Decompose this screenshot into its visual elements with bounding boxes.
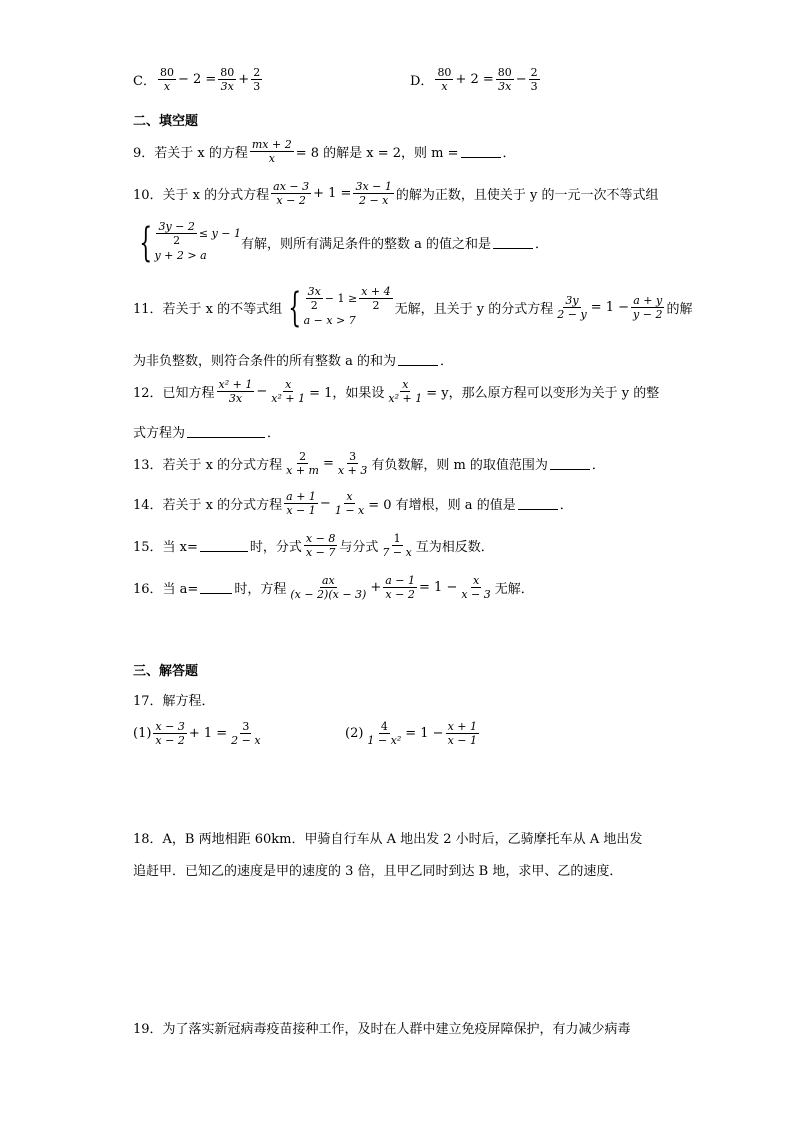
option-c: C． $\frac{80}{x}$ − 2 = $\frac{80}{3x}$ + $\frac{2}{3}$ bbox=[133, 66, 261, 93]
answer-blank bbox=[518, 497, 558, 510]
fraction: $\frac{mx + 2}{x}$ bbox=[251, 138, 292, 165]
question-17: 17．解方程． bbox=[133, 694, 215, 709]
fraction: $\frac{x}{x - 3}$ bbox=[461, 574, 491, 601]
question-11-cont: 为非负整数，则符合条件的所有整数 a 的和为 ． bbox=[133, 354, 454, 369]
answer-blank bbox=[200, 539, 248, 552]
answer-blank bbox=[493, 236, 533, 249]
fraction: $\frac{80}{3x}$ bbox=[497, 66, 512, 93]
option-label: C． bbox=[133, 74, 156, 89]
question-15: 15．当 x= 时，分式 $\frac{x - 8}{x - 7}$ 与分式 $\frac{1}{7 - x}$ 互为相反数． bbox=[133, 532, 494, 559]
fraction: $\frac{a + y}{y - 2}$ bbox=[633, 294, 663, 321]
section-heading: 三、解答题 bbox=[133, 664, 199, 679]
fraction: $\frac{ax - 3}{x - 2}$ bbox=[273, 180, 310, 207]
answer-blank bbox=[200, 581, 232, 594]
option-d: D． $\frac{80}{x}$ + 2 = $\frac{80}{3x}$ − $\frac{2}{3}$ bbox=[410, 66, 538, 93]
fraction: $\frac{3y}{2 - y}$ bbox=[557, 294, 587, 321]
question-16: 16．当 a= 时，方程 $\frac{ax}{(x - 2)(x - 3)}$ + $\frac{a - 1}{x - 2}$ = 1 − $\frac{x}{x - 3}$ 无解． bbox=[133, 574, 534, 601]
answer-blank bbox=[461, 145, 501, 158]
question-19-line-1: 19．为了落实新冠病毒疫苗接种工作，及时在人群中建立免疫屏障保护，有力减少病毒 bbox=[133, 1022, 631, 1037]
question-10-system: { $\frac{3y - 2}{2}$ ≤ y − 1 y + 2 > a 有解，则所有满足条件的整数 a 的值之和是 ． bbox=[133, 220, 548, 265]
fraction: $\frac{1}{7 - x}$ bbox=[382, 532, 412, 559]
question-12: 12．已知方程 $\frac{\text{x² + 1}}{3x}$ − $\frac{x}{\text{x² + 1}}$ = 1，如果设 $\frac{x}{\text{x² + 1}}$ = y，那么原方程可以变形为关于 y 的整 bbox=[133, 378, 660, 405]
fraction: $\frac{x}{\text{x² + 1}}$ bbox=[388, 378, 423, 405]
fraction: $\frac{4}{\text{1 − x²}}$ bbox=[367, 720, 402, 747]
answer-blank bbox=[550, 457, 590, 470]
fraction: $\frac{80}{x}$ bbox=[437, 66, 452, 93]
question-13: 13．若关于 x 的分式方程 $\frac{2}{x + m}$ = $\frac{3}{x + 3}$ 有负数解，则 m 的取值范围为 ． bbox=[133, 450, 605, 477]
fraction: $\frac{x}{1 - x}$ bbox=[334, 490, 365, 517]
fraction: $\frac{80}{3x}$ bbox=[220, 66, 235, 93]
fraction: $\frac{3x - 1}{2 - x}$ bbox=[355, 180, 392, 207]
answer-blank bbox=[187, 425, 265, 438]
fraction: $\frac{3}{x + 3}$ bbox=[337, 450, 368, 477]
question-18-line-2: 追赶甲．已知乙的速度是甲的速度的 3 倍，且甲乙同时到达 B 地，求甲、乙的速度． bbox=[133, 864, 623, 879]
inequality-system: { $\frac{3y - 2}{2}$ ≤ y − 1 y + 2 > a bbox=[139, 219, 242, 266]
question-17-part-1: (1) $\frac{x - 3}{x - 2}$ + 1 = $\frac{3}{2 - x}$ bbox=[133, 720, 261, 747]
question-10: 10．关于 x 的分式方程 $\frac{ax - 3}{x - 2}$ + 1 = $\frac{3x - 1}{2 - x}$ 的解为正数，且使关于 y 的一元一次不等式组 bbox=[133, 180, 659, 207]
fraction: $\frac{\text{x² + 1}}{3x}$ bbox=[218, 378, 253, 405]
fraction: $\frac{x - 8}{x - 7}$ bbox=[305, 532, 336, 559]
fraction: $\frac{x + 1}{x - 1}$ bbox=[447, 720, 477, 747]
fraction: $\frac{a - 1}{x - 2}$ bbox=[385, 574, 416, 601]
fraction: $\frac{3}{2 - x}$ bbox=[231, 720, 261, 747]
fraction: $\frac{2}{x + m}$ bbox=[286, 450, 319, 477]
question-9: 9．若关于 x 的方程 $\frac{mx + 2}{x}$ = 8 的解是 x = 2，则 m = ． bbox=[133, 138, 516, 165]
fraction: $\frac{x}{\text{x² + 1}}$ bbox=[271, 378, 306, 405]
question-17-part-2: (2) $\frac{4}{\text{1 − x²}}$ = 1 − $\frac{x + 1}{x - 1}$ bbox=[345, 720, 477, 747]
fraction: $\frac{x - 3}{x - 2}$ bbox=[155, 720, 185, 747]
fraction: $\frac{80}{x}$ bbox=[159, 66, 174, 93]
fraction: $\frac{a + 1}{x - 1}$ bbox=[286, 490, 316, 517]
question-18-line-1: 18．A，B 两地相距 60km．甲骑自行车从 A 地出发 2 小时后，乙骑摩托车从 A 地出发 bbox=[133, 832, 643, 847]
section-heading: 二、填空题 bbox=[133, 114, 199, 129]
fraction: $\frac{ax}{(x - 2)(x - 3)}$ bbox=[290, 574, 367, 601]
fraction: $\frac{2}{3}$ bbox=[530, 66, 538, 93]
fraction: $\frac{2}{3}$ bbox=[253, 66, 261, 93]
option-label: D． bbox=[410, 74, 434, 89]
question-12-cont: 式方程为 ． bbox=[133, 426, 281, 441]
question-14: 14．若关于 x 的分式方程 $\frac{a + 1}{x - 1}$ − $\frac{x}{1 - x}$ = 0 有增根，则 a 的值是 ． bbox=[133, 490, 573, 517]
inequality-system: { $\frac{3x}{2}$ − 1 ≥ $\frac{x + 4}{2}$ a − x > 7 bbox=[288, 284, 391, 331]
answer-blank bbox=[398, 353, 438, 366]
question-11: 11．若关于 x 的不等式组 { $\frac{3x}{2}$ − 1 ≥ $\frac{x + 4}{2}$ a − x > 7 无解，且关于 y 的分式方程 $\frac{3y}{2 - y}$ = 1 − $\frac{a + y}{y - 2}$ 的解 bbox=[133, 284, 693, 331]
